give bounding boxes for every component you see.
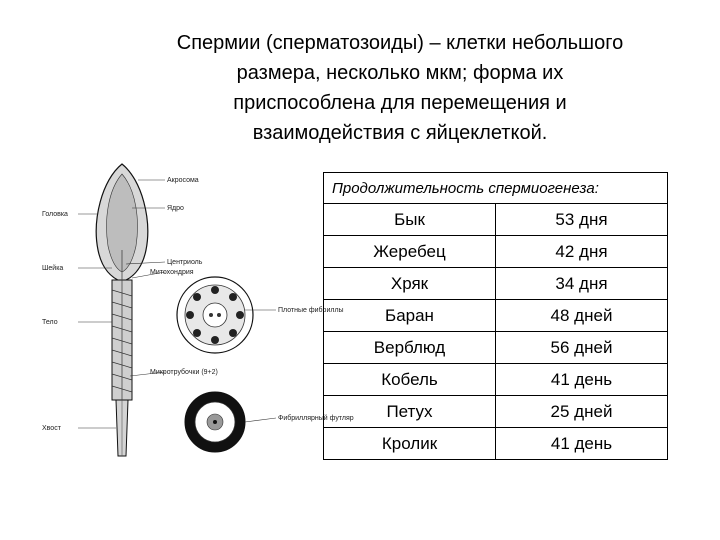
- animal-cell: Жеребец: [324, 236, 496, 268]
- title-line: Спермии (сперматозоиды) – клетки небольшого: [176, 32, 624, 54]
- animal-cell: Кобель: [324, 364, 496, 396]
- duration-cell: 34 дня: [496, 268, 668, 300]
- cross-section-midpiece: [177, 277, 253, 353]
- animal-cell: Хряк: [324, 268, 496, 300]
- label-body: Тело: [42, 319, 58, 326]
- duration-cell: 53 дня: [496, 204, 668, 236]
- cross-section-tail: [185, 392, 245, 452]
- slide-title: [110, 28, 690, 148]
- table-row: [324, 268, 668, 300]
- title-line: приспособлена для перемещения и: [233, 92, 567, 114]
- label-tail: Хвост: [42, 425, 61, 432]
- title-line: взаимодействия с яйцеклеткой.: [252, 122, 548, 144]
- duration-cell: 41 день: [496, 364, 668, 396]
- duration-cell: 48 дней: [496, 300, 668, 332]
- duration-cell: 25 дней: [496, 396, 668, 428]
- sperm-structure-diagram: [40, 160, 354, 460]
- table-header-row: [324, 173, 668, 204]
- animal-cell: Бык: [324, 204, 496, 236]
- label-fibrous-sheath: Фибриллярный футляр: [278, 415, 354, 422]
- duration-cell: 42 дня: [496, 236, 668, 268]
- label-centriole: Центриоль: [167, 259, 203, 266]
- table-header: Продолжительность спермиогенеза:: [324, 173, 668, 204]
- animal-cell: Баран: [324, 300, 496, 332]
- animal-cell: Петух: [324, 396, 496, 428]
- animal-cell: Кролик: [324, 428, 496, 460]
- label-microtubules: Микротрубочки (9+2): [150, 369, 218, 376]
- table-row: [324, 332, 668, 364]
- label-dense-fibrils: Плотные фибриллы: [278, 307, 344, 314]
- animal-cell: Верблюд: [324, 332, 496, 364]
- table-row: [324, 236, 668, 268]
- table-row: [324, 364, 668, 396]
- title-line: размера, несколько мкм; форма их: [236, 62, 564, 84]
- label-nucleus: Ядро: [167, 205, 184, 212]
- label-neck: Шейка: [42, 265, 64, 272]
- label-acrosome: Акросома: [167, 177, 199, 184]
- label-mitochondrion: Митохондрия: [150, 269, 194, 276]
- table-row: [324, 396, 668, 428]
- table-row: [324, 428, 668, 460]
- table-row: [324, 300, 668, 332]
- duration-cell: 56 дней: [496, 332, 668, 364]
- duration-cell: 41 день: [496, 428, 668, 460]
- spermiogenesis-table: [323, 172, 668, 460]
- label-head: Головка: [42, 211, 68, 218]
- table-row: [324, 204, 668, 236]
